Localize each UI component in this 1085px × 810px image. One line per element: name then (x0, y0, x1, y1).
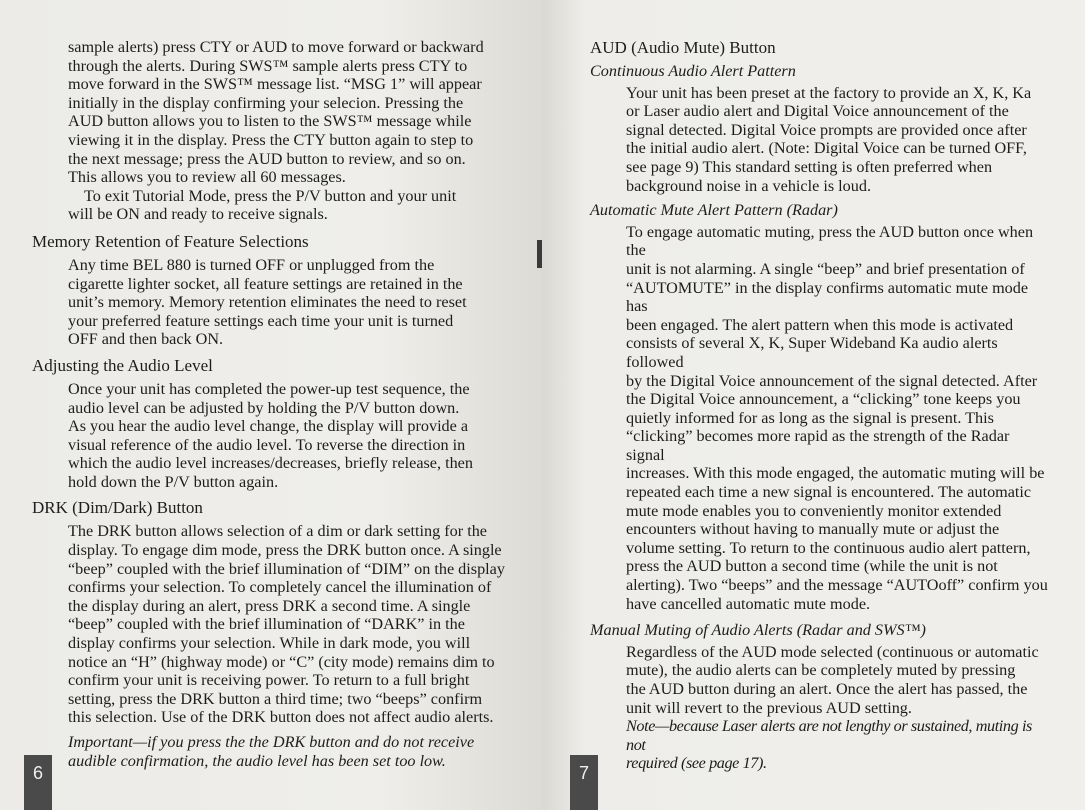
text-line: confirm your unit is receiving power. To return to a full bright (68, 671, 470, 690)
text-line: your preferred feature settings each time your unit is turned (68, 311, 454, 330)
text-line: volume setting. To return to the continuous audio alert pattern, (626, 538, 1031, 557)
exit-tutorial-paragraph (32, 187, 510, 224)
memory-retention-paragraph (32, 256, 510, 349)
text-line: see page 9) This standard setting is often preferred when (626, 157, 993, 176)
drk-button-paragraph (32, 522, 510, 727)
text-line: audible confirmation, the audio level has been set too low. (68, 751, 446, 770)
continuous-alert-subheading: Continuous Audio Alert Pattern (590, 62, 796, 80)
text-line: the next message; press the AUD button to review, and so on. (68, 149, 466, 168)
tutorial-intro-paragraph (32, 38, 510, 187)
laser-note (590, 717, 1052, 773)
text-line: As you hear the audio level change, the display will provide a (68, 417, 469, 436)
text-line: Your unit has been preset at the factory to provide an X, K, Ka (626, 83, 1032, 102)
text-line: OFF and then back ON. (68, 330, 224, 349)
text-line: Any time BEL 880 is turned OFF or unplugged from the (68, 255, 435, 274)
text-line: encounters without having to manually mute or adjust the (626, 520, 1000, 539)
text-line: the AUD button during an alert. Once the alert has passed, the (626, 680, 1028, 698)
text-line: consists of several X, K, Super Wideband Ka audio alerts followed (626, 334, 998, 371)
text-line: unit’s memory. Memory retention eliminates the need to reset (68, 293, 467, 312)
automatic-mute-paragraph (590, 223, 1052, 613)
text-line: repeated each time a new signal is encountered. The automatic (626, 483, 1032, 502)
text-line: mute), the audio alerts can be completely muted by pressing (626, 661, 1016, 680)
text-line: the initial audio alert. (Note: Digital Voice can be turned OFF, (626, 139, 1027, 158)
text-line: audio level can be adjusted by holding the P/V button down. (68, 398, 460, 417)
text-line: signal detected. Digital Voice prompts are provided once after (626, 120, 1027, 139)
text-line: display confirms your selection. While in dark mode, you will (68, 634, 471, 653)
page-number: 7 (570, 755, 598, 810)
aud-button-heading: AUD (Audio Mute) Button (590, 38, 776, 57)
text-line: setting, press the DRK button a third time; two “beeps” confirm (68, 689, 483, 708)
text-line: viewing it in the display. Press the CTY button again to step to (68, 130, 474, 149)
text-line: To engage automatic muting, press the AUD button once when the (626, 222, 1034, 260)
page-number: 6 (24, 755, 52, 810)
memory-retention-heading: Memory Retention of Feature Selections (32, 231, 309, 251)
right-column (590, 38, 1052, 773)
text-line: been engaged. The alert pattern when this mode is activated (626, 315, 1014, 334)
left-page (0, 0, 542, 810)
text-line: Regardless of the AUD mode selected (continuous or automatic (626, 642, 1039, 661)
text-line: unit is not alarming. A single “beep” and brief presentation of (626, 259, 1025, 278)
text-line: Important—if you press the the DRK button and do not receive (68, 733, 475, 751)
drk-button-heading: DRK (Dim/Dark) Button (32, 498, 203, 518)
text-line: the display during an alert, press DRK a second time. A single (68, 596, 471, 615)
manual-muting-subheading: Manual Muting of Audio Alerts (Radar and SWS™) (590, 621, 926, 640)
text-line: This allows you to review all 60 messages. (68, 168, 346, 187)
manual-muting-paragraph (590, 643, 1052, 717)
text-line: “clicking” becomes more rapid as the strength of the Radar signal (626, 427, 1010, 464)
text-line: required (see page 17). (626, 754, 767, 773)
text-line: hold down the P/V button again. (68, 472, 279, 491)
text-line: quietly informed for as long as the signal is present. This (626, 408, 994, 427)
audio-level-paragraph (32, 380, 510, 492)
text-line: display. To engage dim mode, press the DRK button once. A single (68, 541, 502, 560)
text-line: by the Digital Voice announcement of the signal detected. After (626, 371, 1038, 390)
text-line: visual reference of the audio level. To reverse the direction in (68, 435, 466, 454)
text-line: Once your unit has completed the power-up test sequence, the (68, 379, 470, 398)
automatic-mute-subheading: Automatic Mute Alert Pattern (Radar) (590, 201, 838, 220)
left-column (32, 38, 510, 770)
text-line: this selection. Use of the DRK button does not affect audio alerts. (68, 708, 494, 727)
text-line: “beep” coupled with the brief illumination of “DARK” in the (68, 615, 465, 634)
text-line: background noise in a vehicle is loud. (626, 176, 872, 195)
important-note (32, 733, 510, 770)
audio-level-heading: Adjusting the Audio Level (32, 355, 213, 375)
text-line: Note—because Laser alerts are not lengthy or sustained, muting is not (626, 717, 1032, 754)
text-line: through the alerts. During SWS™ sample alerts press CTY to (68, 56, 468, 75)
text-line: will be ON and ready to receive signals. (68, 205, 328, 224)
text-line: cigarette lighter socket, all feature settings are retained in the (68, 274, 463, 293)
right-page (542, 0, 1085, 810)
text-line: notice an “H” (highway mode) or “C” (city mode) remains dim to (68, 652, 495, 671)
text-line: The DRK button allows selection of a dim or dark setting for the (68, 522, 487, 541)
text-line: “beep” coupled with the brief illumination of “DIM” on the display (68, 559, 505, 578)
text-line: AUD button allows you to listen to the SWS™ message while (68, 112, 472, 131)
text-line: increases. With this mode engaged, the automatic muting will be (626, 464, 1045, 483)
text-line: sample alerts) press CTY or AUD to move forward or backward (68, 38, 484, 56)
text-line: unit will revert to the previous AUD setting. (626, 698, 912, 717)
text-line: initially in the display confirming your selecion. Pressing the (68, 93, 464, 112)
text-line: or Laser audio alert and Digital Voice announcement of the (626, 102, 1009, 121)
text-line: confirms your selection. To completely cancel the illumination of (68, 578, 492, 597)
text-line: the Digital Voice announcement, a “clicking” tone keeps you (626, 390, 1021, 409)
text-line: press the AUD button a second time (while the unit is not (626, 557, 998, 576)
text-line: mute mode enables you to conveniently monitor extended (626, 501, 1002, 520)
text-line: move forward in the SWS™ message list. “MSG 1” will appear (68, 75, 482, 94)
text-line: “AUTOMUTE” in the display confirms automatic mute mode has (626, 278, 1029, 316)
text-line: To exit Tutorial Mode, press the P/V button and your unit (84, 186, 457, 205)
continuous-alert-paragraph (590, 84, 1052, 196)
text-line: have cancelled automatic mute mode. (626, 594, 871, 613)
text-line: which the audio level increases/decreases, briefly release, then (68, 454, 473, 473)
text-line: alerting). Two “beeps” and the message “AUTOoff” confirm you (626, 576, 1048, 595)
